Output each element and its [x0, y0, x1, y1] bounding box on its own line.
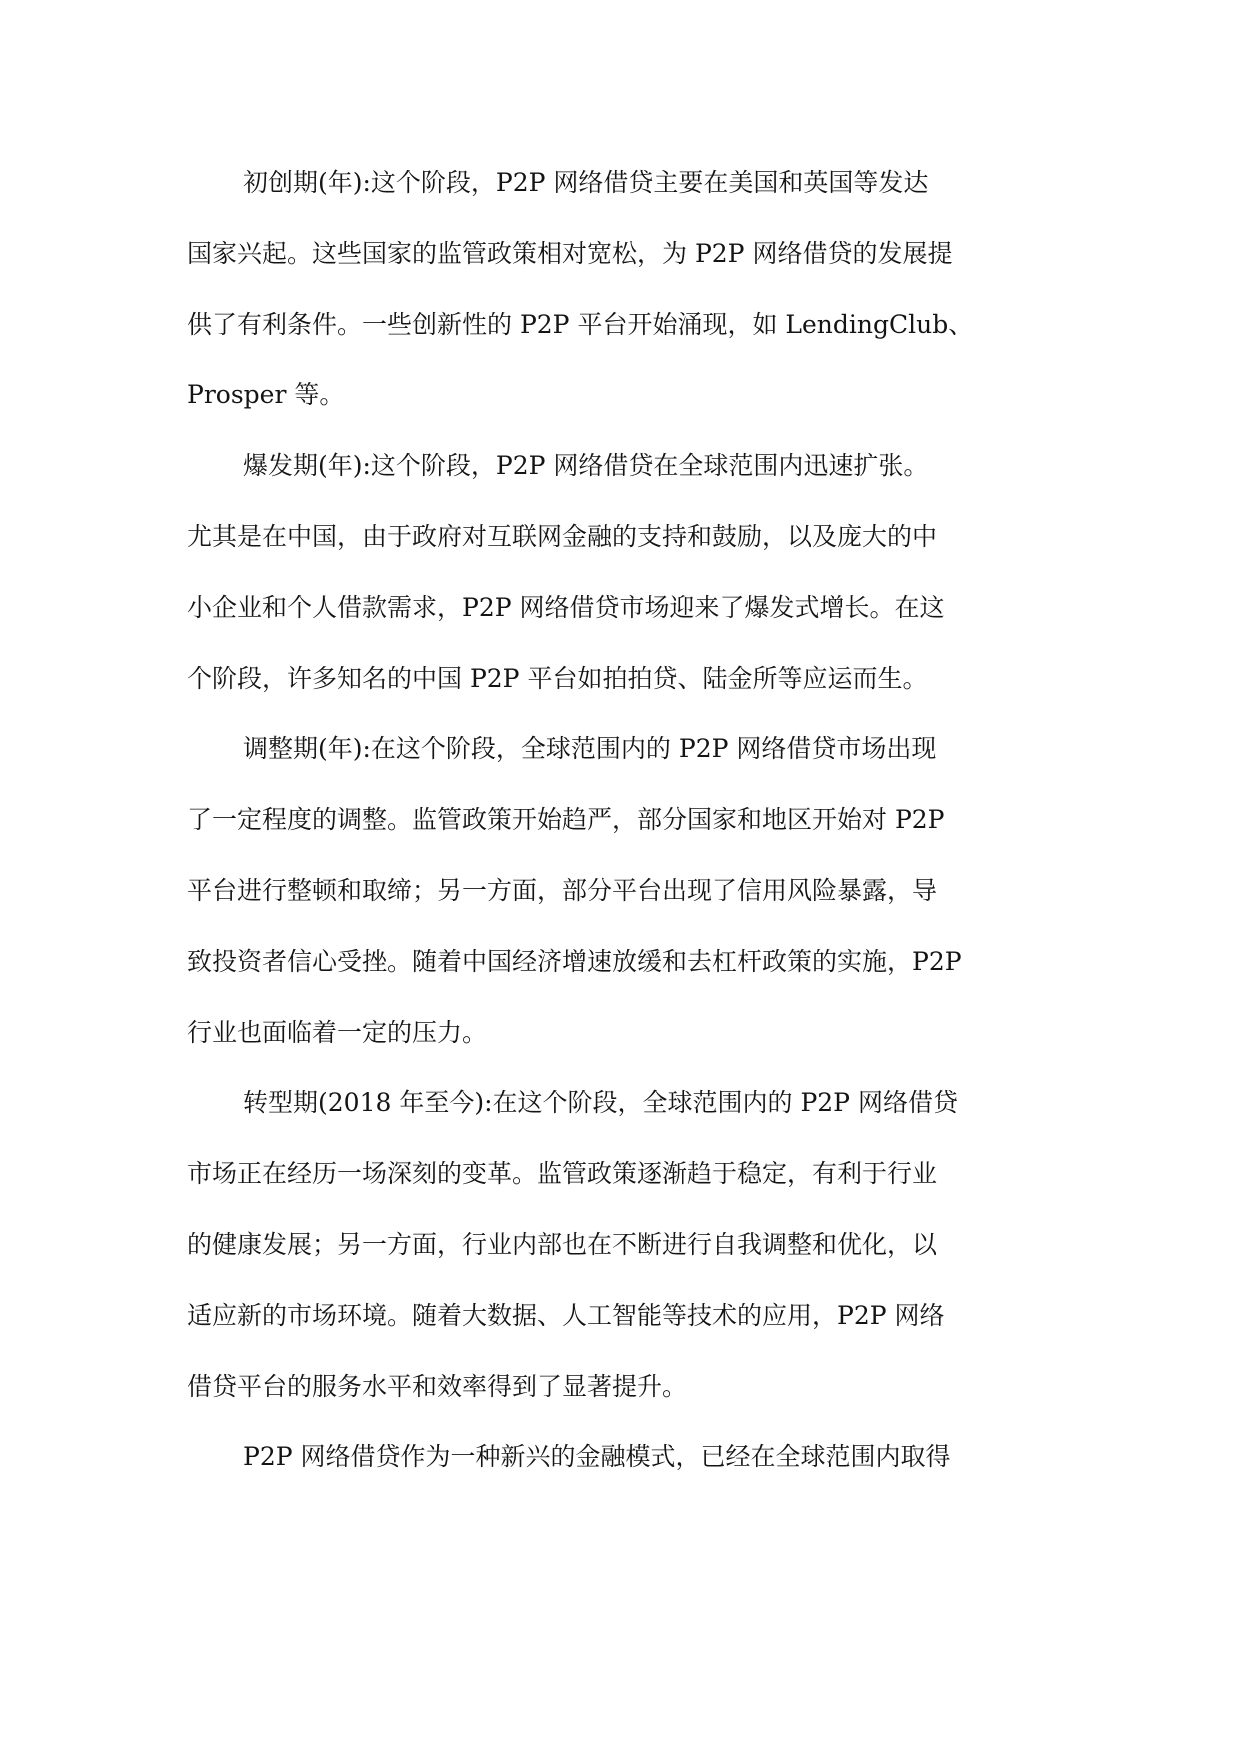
paragraph-line: 小企业和个人借款需求，P2P 网络借贷市场迎来了爆发式增长。在这 [187, 592, 945, 622]
paragraph-line: 适应新的市场环境。随着大数据、人工智能等技术的应用，P2P 网络 [187, 1300, 945, 1330]
paragraph-line: 初创期(年):这个阶段，P2P 网络借贷主要在美国和英国等发达 [243, 168, 929, 197]
paragraph-line: 借贷平台的服务水平和效率得到了显著提升。 [187, 1371, 688, 1401]
body-text [187, 148, 1067, 1493]
paragraph-line: 供了有利条件。一些创新性的 P2P 平台开始涌现，如 LendingClub、 [187, 309, 974, 339]
paragraph-line: 爆发期(年):这个阶段，P2P 网络借贷在全球范围内迅速扩张。 [243, 451, 929, 481]
paragraph-line: 转型期(2018 年至今):在这个阶段，全球范围内的 P2P 网络借贷 [243, 1088, 958, 1118]
paragraph-line: P2P 网络借贷作为一种新兴的金融模式，已经在全球范围内取得 [243, 1442, 951, 1472]
paragraph-line: 平台进行整顿和取缔；另一方面，部分平台出现了信用风险暴露，导 [187, 875, 938, 905]
paragraph-line: 了一定程度的调整。监管政策开始趋严，部分国家和地区开始对 P2P [187, 805, 945, 835]
paragraph-line: 行业也面临着一定的压力。 [187, 1017, 488, 1047]
paragraph-line: 的健康发展；另一方面，行业内部也在不断进行自我调整和优化，以 [187, 1229, 938, 1259]
paragraph-line: Prosper 等。 [187, 380, 345, 410]
paragraph-line: 致投资者信心受挫。随着中国经济增速放缓和去杠杆政策的实施，P2P [187, 946, 962, 976]
paragraph-line: 市场正在经历一场深刻的变革。监管政策逐渐趋于稳定，有利于行业 [187, 1159, 938, 1189]
paragraph-line: 国家兴起。这些国家的监管政策相对宽松，为 P2P 网络借贷的发展提 [187, 238, 953, 268]
paragraph-line: 调整期(年):在这个阶段，全球范围内的 P2P 网络借贷市场出现 [243, 734, 937, 764]
paragraph-line: 个阶段，许多知名的中国 P2P 平台如拍拍贷、陆金所等应运而生。 [187, 663, 928, 693]
paragraph-line: 尤其是在中国，由于政府对互联网金融的支持和鼓励，以及庞大的中 [187, 521, 938, 551]
